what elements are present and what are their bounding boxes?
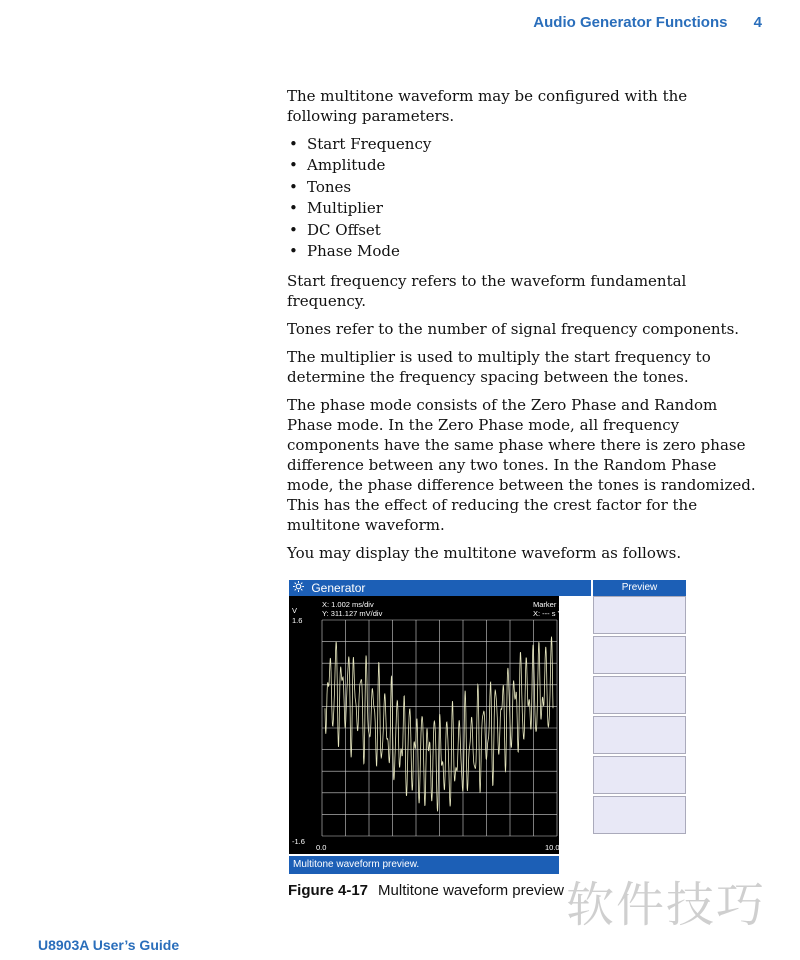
generator-screenshot <box>289 580 686 876</box>
paragraph: The multiplier is used to multiply the start frequency to determine the frequency spacing between the tones. <box>287 348 711 387</box>
watermark: 软件技巧 <box>566 877 767 933</box>
status-bar: Multitone waveform preview. <box>289 856 559 874</box>
generator-icon <box>293 580 305 596</box>
paragraph: Tones refer to the number of signal frequency components. <box>287 320 740 339</box>
list-item: • Amplitude <box>287 155 762 175</box>
y-min-label: -1.6 <box>292 837 305 846</box>
preview-softkey-6[interactable] <box>593 796 686 834</box>
marker-readout: X: --- s Y: --- V <box>533 609 581 618</box>
list-item: • Start Frequency <box>287 134 762 154</box>
paragraph: You may display the multitone waveform as follows. <box>287 544 682 563</box>
preview-panel <box>593 596 686 840</box>
preview-softkey-3[interactable] <box>593 676 686 714</box>
marker-label: Marker 1 <box>533 600 563 609</box>
window-title: Generator <box>311 581 366 595</box>
preview-softkey-2[interactable] <box>593 636 686 674</box>
y-scale-readout: Y: 311.127 mV/div <box>322 609 383 618</box>
preview-softkey-4[interactable] <box>593 716 686 754</box>
figure-title: Multitone waveform preview <box>378 882 564 899</box>
paragraph: Start frequency refers to the waveform fundamental frequency. <box>287 272 687 311</box>
preview-softkey-5[interactable] <box>593 756 686 794</box>
intro-paragraph: The multitone waveform may be configured with the following parameters. <box>287 87 688 125</box>
running-header <box>533 14 762 31</box>
waveform-trace <box>325 637 553 812</box>
list-item: • Tones <box>287 177 762 197</box>
section-title: Audio Generator Functions <box>533 14 728 31</box>
waveform-display <box>289 596 581 854</box>
x-max-label: 10.0 <box>545 843 560 852</box>
y-unit-label: V <box>292 606 298 615</box>
figure-number: Figure 4-17 <box>288 882 369 899</box>
chapter-number: 4 <box>753 14 762 31</box>
guide-title: U8903A User’s Guide <box>38 937 180 953</box>
window-titlebar <box>289 580 591 596</box>
x-scale-readout: X: 1.002 ms/div <box>322 600 374 609</box>
list-item: • Phase Mode <box>287 241 762 261</box>
parameter-list <box>287 134 762 261</box>
paragraph: The phase mode consists of the Zero Phase and Random Phase mode. In the Zero Phase mode, all frequency components have the same phase where there is zero phase difference between any two tones. In the Random Phase mode, the phase difference between the tones is randomized. This has the effect of reducing the crest factor for the multitone waveform. <box>287 396 756 535</box>
figure-caption <box>288 882 564 899</box>
list-item: • DC Offset <box>287 220 762 240</box>
preview-header: Preview <box>593 580 686 596</box>
y-max-label: 1.6 <box>292 616 303 625</box>
list-item: • Multiplier <box>287 198 762 218</box>
x-min-label: 0.0 <box>316 843 327 852</box>
preview-softkey-1[interactable] <box>593 596 686 634</box>
body-text <box>287 86 762 571</box>
